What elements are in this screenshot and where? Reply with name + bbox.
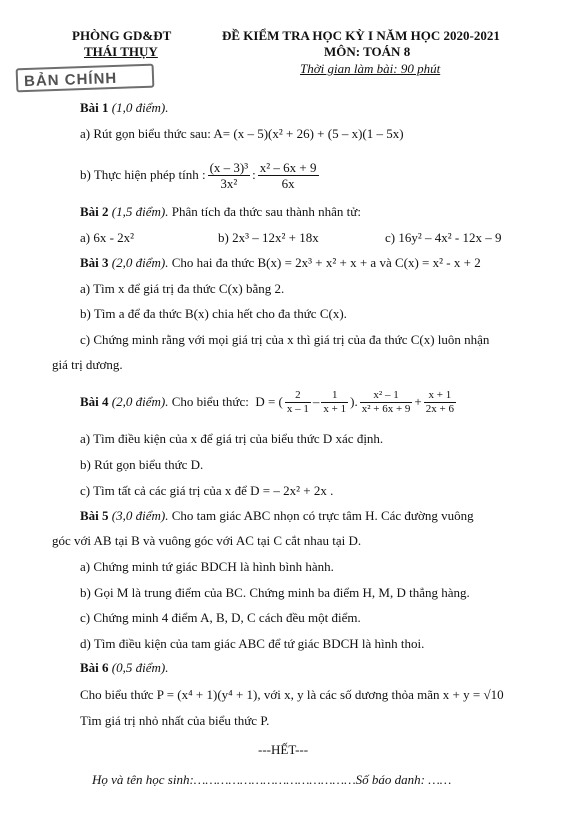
bai4-c: c) Tìm tất cả các giá trị của x để D = – 2x² + 2x . <box>80 483 334 498</box>
bai1-heading <box>80 100 168 116</box>
bai5-text1: Cho tam giác ABC nhọn có trực tâm H. Các đường vuông <box>168 508 474 523</box>
bai1-title: Bài 1 <box>80 100 109 115</box>
bai4-f2-num: 1 <box>321 389 348 403</box>
bai4-f4-num: x + 1 <box>424 389 456 403</box>
bai4-f1-num: 2 <box>285 389 311 403</box>
exam-title: ĐỀ KIỂM TRA HỌC KỲ I NĂM HỌC 2020-2021 <box>222 28 500 43</box>
bai6-title: Bài 6 <box>80 660 109 675</box>
bai4-text: Cho biểu thức: D = ( <box>168 394 283 409</box>
bai5-heading <box>80 508 474 524</box>
bai5-points: (3,0 điểm). <box>111 508 169 523</box>
bai6-text1: Cho biểu thức P = (x⁴ + 1)(y⁴ + 1), với x, y là các số dương thỏa mãn x + y = √10 <box>80 687 504 702</box>
bai5-d: d) Tìm điều kiện của tam giác ABC để tứ giác BDCH là hình thoi. <box>80 636 425 651</box>
bai6-text2: Tìm giá trị nhỏ nhất của biểu thức P. <box>80 713 270 728</box>
bai5-b: b) Gọi M là trung điểm của BC. Chứng minh ba điểm H, M, D thẳng hàng. <box>80 585 470 600</box>
student-info-line: Họ và tên học sinh:……………………………………Số báo danh: …… <box>92 772 452 787</box>
bai3-c2: giá trị dương. <box>52 357 123 372</box>
bai3-title: Bài 3 <box>80 255 109 270</box>
bai2-points: (1,5 điểm). <box>111 204 169 219</box>
bai1-b-den2: 6x <box>281 175 295 191</box>
bai1-b-fraction-1 <box>208 160 251 191</box>
bai3-b: b) Tìm a để đa thức B(x) chia hết cho đa thức C(x). <box>80 306 347 321</box>
bai4-dot: ). <box>350 394 358 409</box>
bai1-b-fraction-2 <box>258 160 319 191</box>
district-name: THÁI THỤY <box>84 44 158 59</box>
bai5-c: c) Chứng minh 4 điểm A, B, D, C cách đều một điểm. <box>80 610 361 625</box>
bai4-heading <box>80 384 458 420</box>
bai4-f3-den: x² + 6x + 9 <box>361 402 411 415</box>
bai4-title: Bài 4 <box>80 394 109 409</box>
bai2-c: c) 16y² – 4x² - 12x – 9 <box>385 230 502 245</box>
bai1-b-num2: x² – 6x + 9 <box>259 159 317 175</box>
bai4-fraction-1 <box>285 389 311 416</box>
bai4-fraction-4 <box>424 389 456 416</box>
bai1-points: (1,0 điểm). <box>111 100 169 115</box>
bai2-b: b) 2x³ – 12x² + 18x <box>218 230 319 245</box>
bai6-heading <box>80 660 168 676</box>
bai5-title: Bài 5 <box>80 508 109 523</box>
bai4-fraction-2 <box>321 389 348 416</box>
bai3-c1: c) Chứng minh rằng với mọi giá trị của x thì giá trị của đa thức C(x) luôn nhận <box>80 332 490 347</box>
bai6-points: (0,5 điểm). <box>111 660 169 675</box>
bai5-text2: góc với AB tại B và vuông góc với AC tại C cắt nhau tại D. <box>52 533 362 548</box>
bai1-b-num1: (x – 3)³ <box>209 159 249 175</box>
bai4-fraction-3 <box>360 389 413 416</box>
bai2-text: Phân tích đa thức sau thành nhân tử: <box>168 204 361 219</box>
bai3-a: a) Tìm x để giá trị đa thức C(x) bằng 2. <box>80 281 285 296</box>
bai4-f4-den: 2x + 6 <box>425 402 454 415</box>
subject: MÔN: TOÁN 8 <box>324 44 411 59</box>
time-allowed: Thời gian làm bài: 90 phút <box>300 61 441 76</box>
bai4-b: b) Rút gọn biểu thức D. <box>80 457 204 472</box>
bai3-heading <box>80 255 481 271</box>
bai1-a: a) Rút gọn biểu thức sau: A= (x – 5)(x² + 26) + (5 – x)(1 – 5x) <box>80 126 404 141</box>
bai5-a: a) Chứng minh tứ giác BDCH là hình bình hành. <box>80 559 334 574</box>
bai4-f1-den: x – 1 <box>286 402 309 415</box>
bai1-b-den1: 3x² <box>220 175 238 191</box>
bai3-points: (2,0 điểm). <box>111 255 169 270</box>
bai1-b-colon: : <box>252 167 256 182</box>
bai4-a: a) Tìm điều kiện của x để giá trị của biểu thức D xác định. <box>80 431 384 446</box>
bai4-f2-den: x + 1 <box>323 402 347 415</box>
bai2-heading <box>80 204 361 220</box>
bai2-a: a) 6x - 2x² <box>80 230 135 245</box>
bai1-b <box>80 155 321 195</box>
bai4-f3-num: x² – 1 <box>360 389 413 403</box>
end-marker: ---HẾT--- <box>258 742 309 757</box>
department-name: PHÒNG GD&ĐT <box>72 28 172 43</box>
original-copy-stamp: BẢN CHÍNH <box>16 64 155 93</box>
bai2-title: Bài 2 <box>80 204 109 219</box>
bai1-b-prefix: b) Thực hiện phép tính : <box>80 167 206 182</box>
bai4-minus: – <box>312 394 320 409</box>
bai4-plus: + <box>414 394 422 409</box>
bai4-points: (2,0 điểm). <box>111 394 169 409</box>
bai3-text: Cho hai đa thức B(x) = 2x³ + x² + x + a và C(x) = x² - x + 2 <box>168 255 481 270</box>
